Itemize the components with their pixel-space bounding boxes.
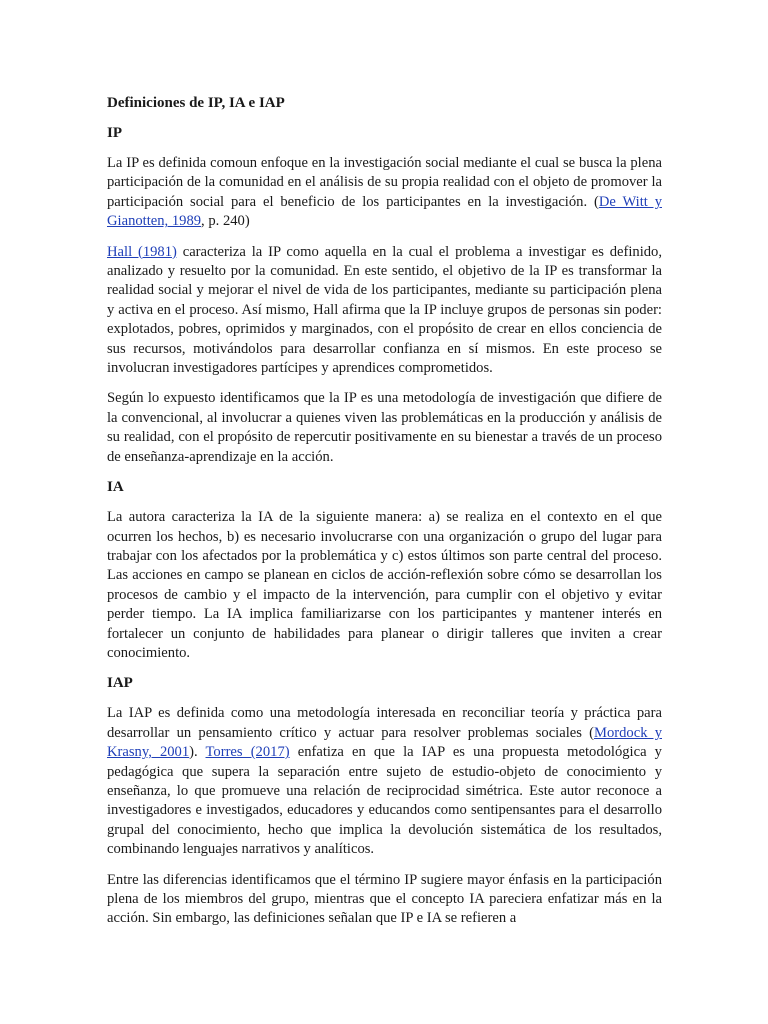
iap-p1-tail: enfatiza en que la IAP es una propuesta metodológica y pedagógica que supera la separación entre sujeto de estudio-objeto de conocimiento y enseñanza, lo que promueve una relación de reciprocidad simétrica. Este autor reconoce a investigadores e investigados, educadores y educandos como sentipensantes para el desarrollo grupal del conocimiento, hecho que implica la devolución sistemática de los resultados, combinando lenguajes narrativos y analíticos. [107,744,662,858]
section-heading-ip: IP [107,125,122,141]
ip-paragraph-3: Según lo expuesto identificamos que la IP es una metodología de investigación que difiere de la convencional, al involucrar a quienes viven las problemáticas en la producción y análisis de su realidad, con el propósito de repercutir positivamente en su bienestar a través de un proceso de enseñanza-aprendizaje en la acción. [107,390,662,465]
section-ia [107,478,662,663]
ip-p1-tail: , p. 240) [201,213,250,230]
document-title: Definiciones de IP, IA e IAP [107,95,285,111]
iap-p1-mid: ). [189,744,206,761]
ip-p1-text: La IP es definida comoun enfoque en la investigación social mediante el cual se busca la plena participación de la comunidad en el análisis de su propia realidad con el objeto de promover la participación social para el beneficio de los participantes en la investigación. ( [107,155,662,210]
citation-link-hall[interactable]: Hall (1981) [107,243,177,260]
section-heading-ia: IA [107,479,124,496]
ip-p2-text: caracteriza la IP como aquella en la cual el problema a investigar es definido, analizado y resuelto por la comunidad. En este sentido, el objetivo de la IP es transformar la realidad social y mejorar el nivel de vida de los participantes, mediante su participación plena y activa en el proceso. Así mismo, Hall afirma que la IP incluye grupos de personas sin poder: explotados, pobres, oprimidos y marginados, con el propósito de crear en ellos conciencia de sus recursos, motivándolos para desarrollar confianza en sí mismos. En este proceso se involucran investigadores partícipes y aprendices comprometidos. [107,243,662,377]
citation-link-mordock[interactable]: Mordock y Krasny, 2001 [107,724,662,761]
citation-link-de-witt[interactable]: De Witt y Gianotten, 1989 [107,193,662,230]
iap-p1-text: La IAP es definida como una metodología interesada en reconciliar teoría y práctica para desarrollar un pensamiento crítico y actuar para resolver problemas sociales ( [107,705,662,741]
iap-paragraph-1 [107,704,662,859]
section-iap [107,674,662,928]
section-ip [107,124,662,467]
ip-paragraph-1 [107,154,662,232]
ia-paragraph-1: La autora caracteriza la IA de la siguiente manera: a) se realiza en el contexto en el que ocurren los hechos, b) es necesario involucrarse con una organización o grupo del lugar para trabajar con los afectados por la problemática y c) estos últimos son parte central del proceso. Las acciones en campo se planean en ciclos de acción-reflexión sobre cómo se desarrollan los procesos de cambio y el impacto de la intervención, para cumplir con el objetivo y evitar perder tiempo. La IA implica familiarizarse con los participantes y mantener interés en fortalecer un conjunto de habilidades para planear o dirigir talleres que inviten a crear conocimiento. [107,509,662,661]
iap-paragraph-2: Entre las diferencias identificamos que el término IP sugiere mayor énfasis en la participación plena de los miembros del grupo, mientras que el concepto IA pareciera enfatizar más en la acción. Sin embargo, las definiciones señalan que IP e IA se refieren a [107,871,662,927]
citation-link-torres[interactable]: Torres (2017) [205,744,290,761]
ip-paragraph-2 [107,243,662,379]
section-heading-iap: IAP [107,675,133,692]
